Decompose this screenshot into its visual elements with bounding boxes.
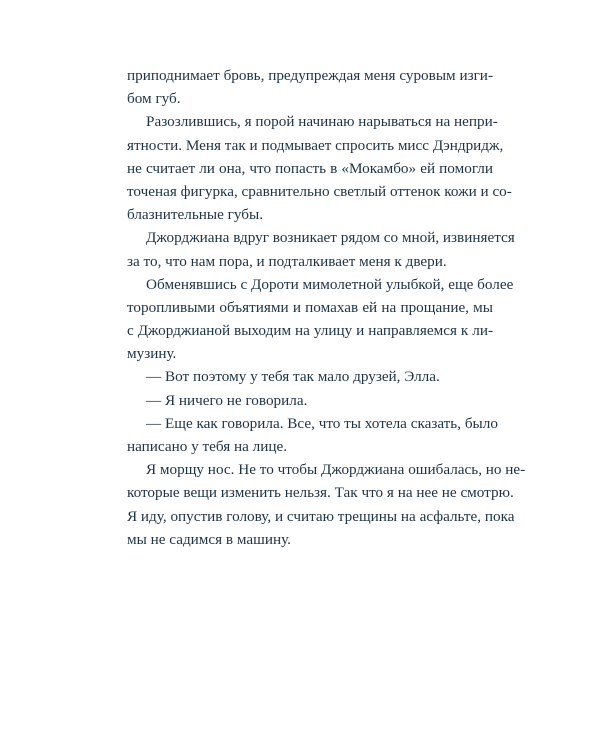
paragraph bbox=[127, 412, 498, 458]
text-line: бом губ. bbox=[127, 90, 181, 108]
text-line: за то, что нам пора, и подталкивает меня к двери. bbox=[127, 252, 447, 270]
text-line: Разозлившись, я порой начинаю нарываться на непри- bbox=[146, 113, 498, 131]
paragraph bbox=[127, 226, 515, 272]
text-line: музину. bbox=[127, 345, 177, 363]
text-line: — Еще как говорила. Все, что ты хотела сказать, было bbox=[146, 414, 498, 432]
text-line: ятности. Меня так и подмывает спросить мисс Дэндридж, bbox=[127, 136, 504, 154]
text-line: с Джорджианой выходим на улицу и направляемся к ли- bbox=[127, 322, 493, 340]
text-line: Я морщу нос. Не то чтобы Джорджиана ошибалась, но не- bbox=[146, 461, 526, 479]
paragraph bbox=[127, 458, 526, 551]
text-line: мы не садимся в машину. bbox=[127, 530, 291, 548]
paragraph bbox=[127, 273, 514, 366]
text-line: написано у тебя на лице. bbox=[127, 438, 288, 455]
text-line: — Вот поэтому у тебя так мало друзей, Элла. bbox=[146, 368, 440, 386]
paragraph bbox=[127, 365, 493, 388]
text-line: точеная фигурка, сравнительно светлый оттенок кожи и со- bbox=[127, 182, 512, 200]
text-line: Я иду, опустив голову, и считаю трещины на асфальте, пока bbox=[127, 507, 515, 525]
text-line: блазнительные губы. bbox=[127, 206, 264, 224]
text-line: торопливыми объятиями и помахав ей на прощание, мы bbox=[127, 298, 493, 316]
text-line: приподнимает бровь, предупреждая меня суровым изги- bbox=[127, 67, 493, 84]
text-line: не считает ли она, что попасть в «Мокамбо» ей помогли bbox=[127, 159, 493, 177]
paragraph bbox=[127, 389, 493, 412]
paragraph bbox=[127, 110, 512, 226]
body-text bbox=[127, 64, 526, 551]
paragraph bbox=[127, 64, 493, 110]
text-line: которые вещи изменить нельзя. Так что я на нее не смотрю. bbox=[127, 484, 514, 502]
text-line: Обменявшись с Дороти мимолетной улыбкой, еще более bbox=[146, 275, 514, 293]
text-line: — Я ничего не говорила. bbox=[146, 391, 308, 409]
text-line: Джорджиана вдруг возникает рядом со мной, извиняется bbox=[146, 229, 515, 247]
